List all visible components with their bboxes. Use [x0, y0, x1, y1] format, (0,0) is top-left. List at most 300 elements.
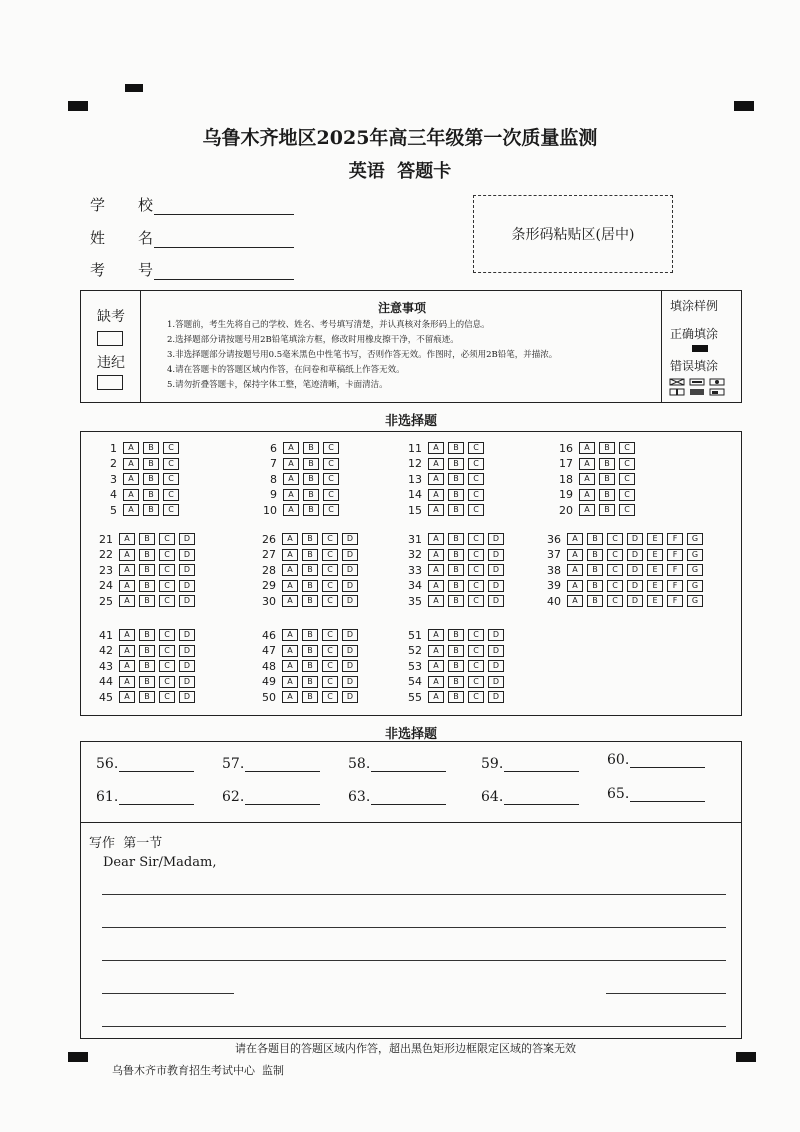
option-bubble[interactable]: C — [468, 473, 484, 485]
writing-line[interactable] — [102, 894, 726, 895]
option-bubble[interactable]: B — [587, 580, 603, 592]
option-bubble[interactable]: A — [282, 660, 298, 672]
option-bubble[interactable]: C — [468, 645, 484, 657]
question-32 — [398, 548, 508, 562]
option-bubble[interactable]: G — [687, 564, 703, 576]
correct-label: 正确填涂 — [670, 327, 719, 341]
option-bubble[interactable]: C — [163, 473, 179, 485]
blank-number: 57. — [222, 756, 245, 772]
option-bubble[interactable]: A — [119, 549, 135, 561]
option-bubble[interactable]: A — [579, 442, 595, 454]
exam-number-field[interactable] — [90, 259, 294, 280]
option-bubble[interactable]: C — [607, 533, 623, 545]
option-bubble[interactable]: C — [468, 580, 484, 592]
option-bubble[interactable]: D — [627, 564, 643, 576]
option-bubble[interactable]: G — [687, 580, 703, 592]
option-bubble[interactable]: B — [143, 458, 159, 470]
option-bubble[interactable]: C — [323, 473, 339, 485]
option-bubble[interactable]: D — [627, 580, 643, 592]
option-bubble[interactable]: B — [599, 442, 615, 454]
option-bubble[interactable]: A — [119, 691, 135, 703]
question-number: 49 — [262, 675, 276, 688]
option-bubble[interactable]: C — [322, 595, 338, 607]
option-bubble[interactable]: A — [282, 564, 298, 576]
option-bubble[interactable]: B — [587, 564, 603, 576]
option-bubble[interactable]: C — [159, 533, 175, 545]
option-bubble[interactable]: D — [488, 580, 504, 592]
blank-line[interactable] — [119, 758, 194, 772]
option-bubble[interactable]: B — [139, 676, 155, 688]
question-16 — [549, 441, 639, 455]
objective-section-title: 非选择题 — [384, 414, 437, 429]
option-bubble[interactable]: D — [627, 533, 643, 545]
question-34 — [398, 579, 508, 593]
writing-line[interactable] — [102, 993, 234, 994]
option-bubble[interactable]: A — [282, 533, 298, 545]
option-bubble[interactable]: D — [179, 660, 195, 672]
wrong-fill-samples-icon — [668, 377, 736, 397]
option-bubble[interactable]: B — [448, 473, 464, 485]
option-bubble[interactable]: A — [428, 442, 444, 454]
blank-line[interactable] — [630, 788, 705, 802]
option-bubble[interactable]: D — [179, 629, 195, 641]
option-bubble[interactable]: A — [123, 504, 139, 516]
option-bubble[interactable]: A — [119, 595, 135, 607]
blank-line[interactable] — [119, 791, 194, 805]
blank-number: 65. — [607, 786, 630, 802]
writing-section-label: 写作 第一节 — [89, 836, 163, 851]
option-bubble[interactable]: A — [123, 489, 139, 501]
option-bubble[interactable]: B — [139, 533, 155, 545]
blank-line[interactable] — [245, 758, 320, 772]
sample-column — [661, 291, 741, 402]
option-bubble[interactable]: D — [342, 595, 358, 607]
option-bubble[interactable]: C — [619, 473, 635, 485]
option-bubble[interactable]: B — [448, 660, 464, 672]
option-bubble[interactable]: F — [667, 564, 683, 576]
option-bubble[interactable]: D — [179, 595, 195, 607]
option-bubble[interactable]: C — [159, 660, 175, 672]
option-bubble[interactable]: B — [303, 504, 319, 516]
option-bubble[interactable]: B — [139, 595, 155, 607]
field-line[interactable] — [154, 199, 294, 215]
blank-line[interactable] — [630, 754, 705, 768]
option-bubble[interactable]: D — [342, 645, 358, 657]
option-bubble[interactable]: D — [342, 676, 358, 688]
registration-mark — [734, 101, 754, 111]
option-bubble[interactable]: A — [282, 691, 298, 703]
option-bubble[interactable]: C — [468, 691, 484, 703]
option-bubble[interactable]: C — [468, 564, 484, 576]
option-bubble[interactable]: F — [667, 595, 683, 607]
option-bubble[interactable]: E — [647, 549, 663, 561]
option-bubble[interactable]: C — [619, 489, 635, 501]
option-bubble[interactable]: A — [428, 473, 444, 485]
option-bubble[interactable]: B — [139, 629, 155, 641]
blank-line[interactable] — [371, 758, 446, 772]
option-bubble[interactable]: D — [488, 629, 504, 641]
blank-59[interactable] — [481, 756, 579, 772]
option-bubble[interactable]: E — [647, 564, 663, 576]
option-bubble[interactable]: A — [283, 489, 299, 501]
absent-label: 缺考 — [97, 309, 125, 325]
option-bubble[interactable]: D — [342, 580, 358, 592]
option-bubble[interactable]: B — [448, 629, 464, 641]
option-bubble[interactable]: B — [303, 458, 319, 470]
name-field[interactable] — [90, 227, 294, 248]
option-bubble[interactable]: A — [428, 580, 444, 592]
option-bubble[interactable]: C — [163, 489, 179, 501]
option-bubble[interactable]: D — [488, 564, 504, 576]
option-bubble[interactable]: B — [448, 564, 464, 576]
option-bubble[interactable]: D — [179, 549, 195, 561]
option-bubble[interactable]: B — [139, 660, 155, 672]
option-bubble[interactable]: C — [468, 504, 484, 516]
option-bubble[interactable]: B — [587, 533, 603, 545]
school-field[interactable] — [90, 194, 294, 215]
option-bubble[interactable]: B — [448, 458, 464, 470]
option-bubble[interactable]: B — [143, 489, 159, 501]
question-number: 2 — [110, 457, 117, 470]
option-bubble[interactable]: B — [302, 549, 318, 561]
question-41 — [89, 628, 199, 642]
option-bubble[interactable]: B — [143, 442, 159, 454]
notice-item: 4.请在答题卡的答题区域内作答，在问卷和草稿纸上作答无效。 — [167, 365, 405, 375]
option-bubble[interactable]: C — [468, 676, 484, 688]
option-bubble[interactable]: A — [283, 473, 299, 485]
option-bubble[interactable]: B — [448, 549, 464, 561]
option-bubble[interactable]: A — [567, 549, 583, 561]
option-bubble[interactable]: A — [283, 458, 299, 470]
question-number: 16 — [559, 441, 573, 455]
option-bubble[interactable]: A — [282, 676, 298, 688]
option-bubble[interactable]: D — [179, 580, 195, 592]
option-bubble[interactable]: B — [302, 533, 318, 545]
question-number: 8 — [270, 472, 277, 486]
question-number: 38 — [547, 563, 561, 577]
option-bubble[interactable]: A — [119, 645, 135, 657]
option-bubble[interactable]: C — [322, 660, 338, 672]
option-bubble[interactable]: C — [607, 595, 623, 607]
registration-mark — [68, 101, 88, 111]
salutation: Dear Sir/Madam, — [103, 855, 217, 870]
option-bubble[interactable]: D — [488, 595, 504, 607]
option-bubble[interactable]: C — [619, 442, 635, 454]
option-bubble[interactable]: D — [342, 549, 358, 561]
option-bubble[interactable]: B — [302, 676, 318, 688]
option-bubble[interactable]: G — [687, 549, 703, 561]
blank-line[interactable] — [504, 758, 579, 772]
option-bubble[interactable]: C — [159, 629, 175, 641]
option-bubble[interactable]: C — [322, 549, 338, 561]
option-bubble[interactable]: C — [322, 691, 338, 703]
option-bubble[interactable]: A — [567, 595, 583, 607]
option-bubble[interactable]: C — [159, 645, 175, 657]
blank-60[interactable] — [607, 752, 705, 768]
option-bubble[interactable]: B — [448, 691, 464, 703]
option-bubble[interactable]: B — [302, 645, 318, 657]
option-bubble[interactable]: B — [302, 660, 318, 672]
question-13 — [398, 472, 488, 486]
blank-56[interactable] — [96, 756, 194, 772]
question-number: 40 — [547, 594, 561, 608]
option-bubble[interactable]: B — [448, 504, 464, 516]
option-bubble[interactable]: C — [468, 595, 484, 607]
option-bubble[interactable]: C — [619, 504, 635, 516]
option-bubble[interactable]: C — [322, 645, 338, 657]
option-bubble[interactable]: B — [303, 489, 319, 501]
option-bubble[interactable]: G — [687, 595, 703, 607]
option-bubble[interactable]: C — [607, 580, 623, 592]
question-number: 29 — [262, 579, 276, 592]
option-bubble[interactable]: C — [159, 595, 175, 607]
blank-line[interactable] — [371, 791, 446, 805]
option-bubble[interactable]: A — [119, 629, 135, 641]
option-bubble[interactable]: A — [123, 473, 139, 485]
option-bubble[interactable]: D — [179, 676, 195, 688]
question-17 — [549, 457, 639, 471]
option-bubble[interactable]: C — [322, 533, 338, 545]
option-bubble[interactable]: D — [627, 549, 643, 561]
option-bubble[interactable]: A — [428, 504, 444, 516]
option-bubble[interactable]: A — [123, 442, 139, 454]
option-bubble[interactable]: D — [342, 691, 358, 703]
option-bubble[interactable]: E — [647, 533, 663, 545]
option-bubble[interactable]: C — [163, 458, 179, 470]
option-bubble[interactable]: A — [567, 580, 583, 592]
option-bubble[interactable]: C — [322, 580, 338, 592]
option-bubble[interactable]: C — [468, 629, 484, 641]
option-bubble[interactable]: B — [448, 442, 464, 454]
question-11 — [398, 441, 488, 455]
option-bubble[interactable]: D — [627, 595, 643, 607]
question-number: 37 — [547, 548, 561, 561]
question-39 — [537, 579, 707, 593]
option-bubble[interactable]: C — [468, 442, 484, 454]
question-number: 28 — [262, 563, 276, 577]
field-line[interactable] — [154, 232, 294, 248]
option-bubble[interactable]: A — [579, 504, 595, 516]
option-bubble[interactable]: C — [323, 489, 339, 501]
question-54 — [398, 675, 508, 689]
option-bubble[interactable]: B — [599, 504, 615, 516]
option-bubble[interactable]: B — [587, 595, 603, 607]
question-number: 47 — [262, 644, 276, 657]
option-bubble[interactable]: B — [302, 580, 318, 592]
field-label: 校 — [138, 196, 154, 214]
question-50 — [252, 690, 362, 704]
option-bubble[interactable]: B — [448, 489, 464, 501]
question-12 — [398, 457, 488, 471]
option-bubble[interactable]: B — [139, 564, 155, 576]
option-bubble[interactable]: F — [667, 549, 683, 561]
option-bubble[interactable]: A — [567, 564, 583, 576]
question-51 — [398, 628, 508, 642]
option-bubble[interactable]: A — [282, 549, 298, 561]
option-bubble[interactable]: A — [428, 676, 444, 688]
option-bubble[interactable]: A — [428, 595, 444, 607]
option-bubble[interactable]: D — [488, 533, 504, 545]
field-label: 名 — [138, 229, 154, 247]
option-bubble[interactable]: C — [159, 549, 175, 561]
option-bubble[interactable]: A — [579, 458, 595, 470]
blank-number: 63. — [348, 789, 371, 805]
option-bubble[interactable]: B — [448, 595, 464, 607]
question-number: 24 — [99, 579, 113, 592]
question-number: 30 — [262, 594, 276, 608]
option-bubble[interactable]: A — [567, 533, 583, 545]
option-bubble[interactable]: C — [468, 660, 484, 672]
option-bubble[interactable]: B — [139, 549, 155, 561]
option-bubble[interactable]: B — [302, 629, 318, 641]
option-bubble[interactable]: B — [302, 595, 318, 607]
question-number: 31 — [408, 532, 422, 546]
blank-line[interactable] — [504, 791, 579, 805]
option-bubble[interactable]: B — [587, 549, 603, 561]
option-bubble[interactable]: C — [323, 442, 339, 454]
writing-line[interactable] — [102, 927, 726, 928]
option-bubble[interactable]: A — [428, 564, 444, 576]
question-number: 36 — [547, 532, 561, 546]
option-bubble[interactable]: A — [282, 629, 298, 641]
option-bubble[interactable]: A — [428, 645, 444, 657]
option-bubble[interactable]: A — [119, 580, 135, 592]
option-bubble[interactable]: A — [119, 533, 135, 545]
option-bubble[interactable]: B — [448, 645, 464, 657]
option-bubble[interactable]: C — [159, 691, 175, 703]
option-bubble[interactable]: C — [468, 533, 484, 545]
option-bubble[interactable]: D — [342, 564, 358, 576]
option-bubble[interactable]: B — [599, 473, 615, 485]
question-number: 12 — [408, 457, 422, 470]
blank-58[interactable] — [348, 756, 446, 772]
option-bubble[interactable]: F — [667, 580, 683, 592]
option-bubble[interactable]: D — [488, 691, 504, 703]
option-bubble[interactable]: A — [428, 629, 444, 641]
question-22 — [89, 548, 199, 562]
option-bubble[interactable]: D — [342, 629, 358, 641]
option-bubble[interactable]: A — [428, 660, 444, 672]
option-bubble[interactable]: D — [342, 660, 358, 672]
option-bubble[interactable]: B — [139, 691, 155, 703]
option-bubble[interactable]: F — [667, 533, 683, 545]
option-bubble[interactable]: B — [139, 645, 155, 657]
option-bubble[interactable]: A — [119, 564, 135, 576]
option-bubble[interactable]: C — [468, 458, 484, 470]
violation-checkbox[interactable] — [97, 375, 123, 390]
option-bubble[interactable]: A — [283, 504, 299, 516]
option-bubble[interactable]: G — [687, 533, 703, 545]
option-bubble[interactable]: D — [179, 691, 195, 703]
option-bubble[interactable]: A — [282, 595, 298, 607]
option-bubble[interactable]: B — [599, 489, 615, 501]
option-bubble[interactable]: C — [159, 580, 175, 592]
option-bubble[interactable]: B — [302, 691, 318, 703]
question-24 — [89, 579, 199, 593]
blank-57[interactable] — [222, 756, 320, 772]
blank-63[interactable] — [348, 789, 446, 805]
field-line[interactable] — [154, 264, 294, 280]
option-bubble[interactable]: A — [123, 458, 139, 470]
option-bubble[interactable]: C — [322, 629, 338, 641]
blank-65[interactable] — [607, 786, 705, 802]
option-bubble[interactable]: B — [143, 504, 159, 516]
option-bubble[interactable]: D — [488, 549, 504, 561]
option-bubble[interactable]: A — [579, 489, 595, 501]
blank-62[interactable] — [222, 789, 320, 805]
option-bubble[interactable]: B — [302, 564, 318, 576]
option-bubble[interactable]: C — [163, 442, 179, 454]
blank-64[interactable] — [481, 789, 579, 805]
option-bubble[interactable]: D — [179, 564, 195, 576]
option-bubble[interactable]: B — [448, 580, 464, 592]
notice-box — [80, 290, 742, 403]
question-23 — [89, 563, 199, 577]
option-bubble[interactable]: B — [143, 473, 159, 485]
option-bubble[interactable]: C — [159, 676, 175, 688]
option-bubble[interactable]: A — [283, 442, 299, 454]
blank-line[interactable] — [245, 791, 320, 805]
option-bubble[interactable]: C — [607, 564, 623, 576]
option-bubble[interactable]: B — [303, 473, 319, 485]
option-bubble[interactable]: A — [428, 691, 444, 703]
option-bubble[interactable]: D — [342, 533, 358, 545]
option-bubble[interactable]: C — [163, 504, 179, 516]
option-bubble[interactable]: D — [488, 645, 504, 657]
writing-line[interactable] — [102, 1026, 726, 1027]
option-bubble[interactable]: B — [599, 458, 615, 470]
option-bubble[interactable]: E — [647, 580, 663, 592]
option-bubble[interactable]: A — [282, 645, 298, 657]
option-bubble[interactable]: C — [323, 504, 339, 516]
option-bubble[interactable]: E — [647, 595, 663, 607]
option-bubble[interactable]: B — [448, 676, 464, 688]
option-bubble[interactable]: C — [607, 549, 623, 561]
option-bubble[interactable]: D — [488, 660, 504, 672]
option-bubble[interactable]: B — [448, 533, 464, 545]
option-bubble[interactable]: C — [468, 489, 484, 501]
option-bubble[interactable]: A — [579, 473, 595, 485]
option-bubble[interactable]: D — [179, 533, 195, 545]
option-bubble[interactable]: C — [159, 564, 175, 576]
option-bubble[interactable]: D — [179, 645, 195, 657]
objective-answer-grid — [80, 431, 742, 716]
question-number: 41 — [99, 628, 113, 642]
absent-checkbox[interactable] — [97, 331, 123, 346]
option-bubble[interactable]: C — [322, 564, 338, 576]
option-bubble[interactable]: A — [119, 676, 135, 688]
writing-line[interactable] — [102, 960, 726, 961]
blank-61[interactable] — [96, 789, 194, 805]
writing-line[interactable] — [606, 993, 726, 994]
question-number: 53 — [408, 659, 422, 673]
option-bubble[interactable]: D — [488, 676, 504, 688]
option-bubble[interactable]: C — [322, 676, 338, 688]
option-bubble[interactable]: A — [428, 549, 444, 561]
option-bubble[interactable]: A — [428, 489, 444, 501]
option-bubble[interactable]: A — [428, 533, 444, 545]
option-bubble[interactable]: B — [303, 442, 319, 454]
option-bubble[interactable]: A — [282, 580, 298, 592]
option-bubble[interactable]: C — [619, 458, 635, 470]
option-bubble[interactable]: A — [119, 660, 135, 672]
question-18 — [549, 472, 639, 486]
option-bubble[interactable]: C — [468, 549, 484, 561]
question-30 — [252, 594, 362, 608]
option-bubble[interactable]: B — [139, 580, 155, 592]
option-bubble[interactable]: A — [428, 458, 444, 470]
option-bubble[interactable]: C — [323, 458, 339, 470]
